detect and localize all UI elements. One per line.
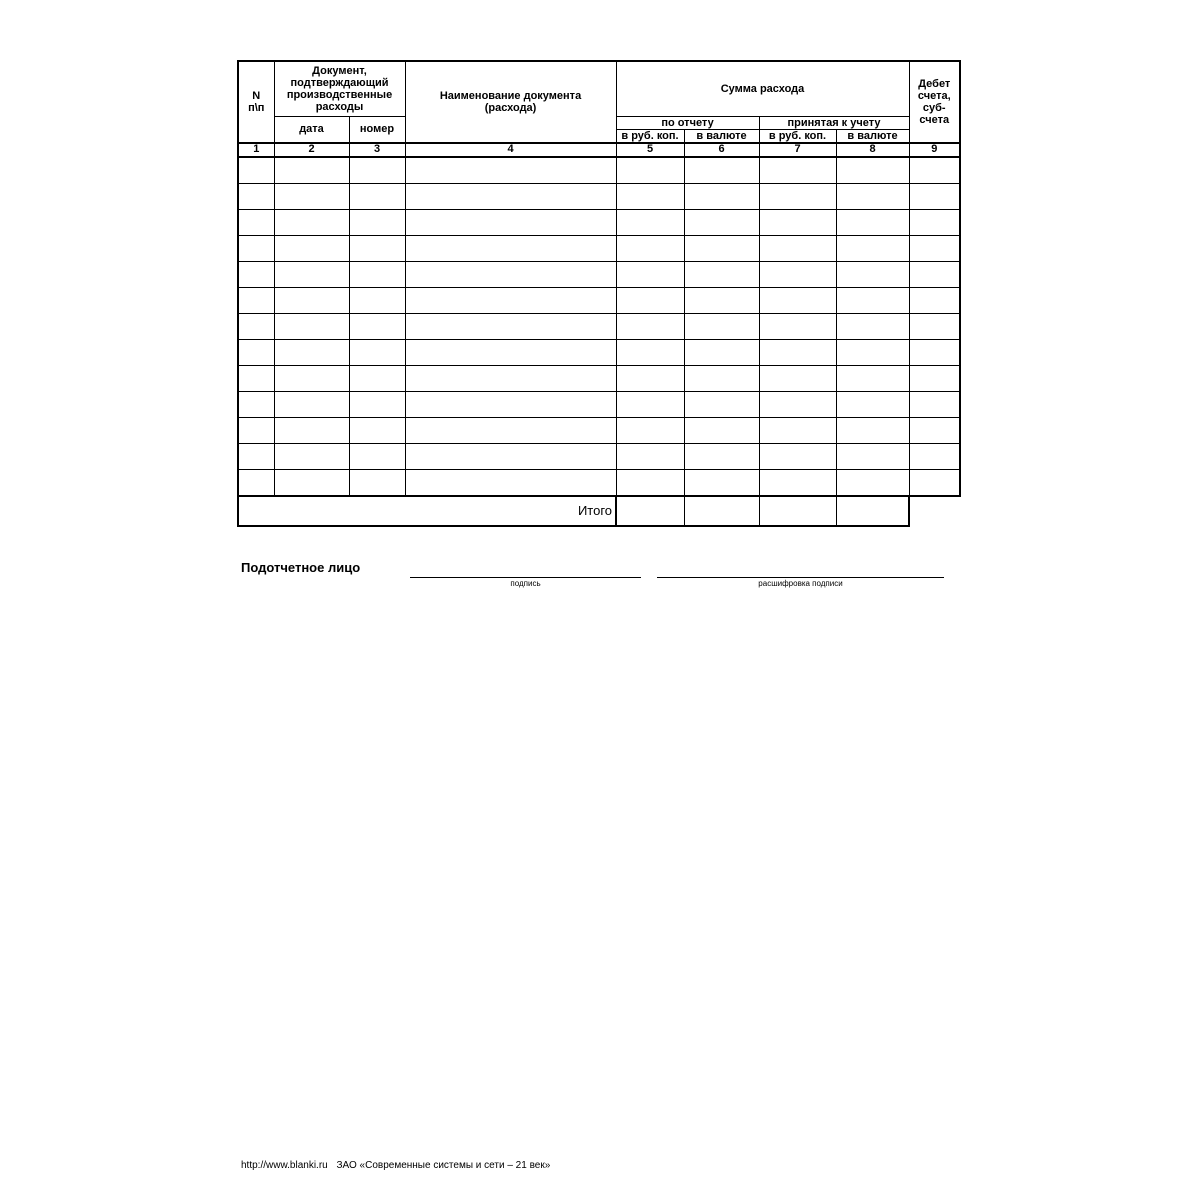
total-empty-corner xyxy=(909,496,960,526)
table-cell[interactable] xyxy=(274,469,349,496)
table-cell[interactable] xyxy=(616,391,684,417)
header-currency-accepted: в валюте xyxy=(836,129,909,143)
table-cell[interactable] xyxy=(349,391,405,417)
table-cell[interactable] xyxy=(836,417,909,443)
column-number: 5 xyxy=(616,143,684,157)
table-cell[interactable] xyxy=(616,157,684,184)
table-cell[interactable] xyxy=(349,235,405,261)
table-cell[interactable] xyxy=(759,469,836,496)
table-cell[interactable] xyxy=(238,157,274,184)
table-cell[interactable] xyxy=(684,313,759,339)
table-row xyxy=(238,183,960,209)
table-cell[interactable] xyxy=(759,417,836,443)
table-cell[interactable] xyxy=(836,261,909,287)
table-cell[interactable] xyxy=(909,443,960,469)
accountable-person-label: Подотчетное лицо xyxy=(241,560,361,575)
table-cell[interactable] xyxy=(238,209,274,235)
table-cell[interactable] xyxy=(759,391,836,417)
table-cell[interactable] xyxy=(274,365,349,391)
total-label: Итого xyxy=(238,496,616,526)
table-cell[interactable] xyxy=(759,443,836,469)
table-cell[interactable] xyxy=(616,183,684,209)
table-cell[interactable] xyxy=(616,443,684,469)
table-cell[interactable] xyxy=(836,365,909,391)
table-row xyxy=(238,313,960,339)
table-cell[interactable] xyxy=(349,183,405,209)
table-cell[interactable] xyxy=(684,209,759,235)
table-cell[interactable] xyxy=(349,209,405,235)
signature-decoding-line[interactable] xyxy=(657,577,944,578)
table-cell[interactable] xyxy=(836,339,909,365)
table-cell[interactable] xyxy=(274,313,349,339)
column-number: 3 xyxy=(349,143,405,157)
header-document-group: Документ, подтверждающий производственные расходы xyxy=(274,61,405,116)
table-cell[interactable] xyxy=(274,287,349,313)
table-cell[interactable] xyxy=(836,209,909,235)
table-cell[interactable] xyxy=(616,365,684,391)
table-cell[interactable] xyxy=(238,469,274,496)
table-cell[interactable] xyxy=(759,339,836,365)
header-num: N п\п xyxy=(238,61,274,143)
table-cell[interactable] xyxy=(238,339,274,365)
table-cell[interactable] xyxy=(349,469,405,496)
total-cell[interactable] xyxy=(616,496,684,526)
data-rows xyxy=(238,157,960,496)
table-cell[interactable] xyxy=(349,417,405,443)
column-number: 9 xyxy=(909,143,960,157)
table-row xyxy=(238,417,960,443)
table-cell[interactable] xyxy=(836,469,909,496)
table-cell[interactable] xyxy=(274,261,349,287)
table-cell[interactable] xyxy=(274,391,349,417)
table-row xyxy=(238,235,960,261)
header-accepted: принятая к учету xyxy=(759,116,909,129)
table-cell[interactable] xyxy=(405,391,616,417)
table-cell[interactable] xyxy=(274,157,349,184)
expense-report-table xyxy=(237,60,961,527)
table-cell[interactable] xyxy=(759,183,836,209)
table-cell[interactable] xyxy=(684,339,759,365)
table-cell[interactable] xyxy=(274,443,349,469)
table-cell[interactable] xyxy=(836,391,909,417)
table-cell[interactable] xyxy=(684,183,759,209)
table-cell[interactable] xyxy=(684,287,759,313)
table-cell[interactable] xyxy=(349,261,405,287)
table-cell[interactable] xyxy=(616,235,684,261)
table-row xyxy=(238,339,960,365)
table-cell[interactable] xyxy=(759,157,836,184)
table-cell[interactable] xyxy=(616,261,684,287)
table-cell[interactable] xyxy=(909,391,960,417)
signature-caption: подпись xyxy=(510,579,541,588)
table-cell[interactable] xyxy=(349,157,405,184)
table-cell[interactable] xyxy=(909,365,960,391)
column-number: 2 xyxy=(274,143,349,157)
table-cell[interactable] xyxy=(909,417,960,443)
header-by-report: по отчету xyxy=(616,116,759,129)
column-number: 7 xyxy=(759,143,836,157)
table-cell[interactable] xyxy=(238,261,274,287)
table-cell[interactable] xyxy=(684,443,759,469)
header-rub-kop-accepted: в руб. коп. xyxy=(759,129,836,143)
table-cell[interactable] xyxy=(836,157,909,184)
column-number-row xyxy=(238,143,960,157)
table-cell[interactable] xyxy=(909,261,960,287)
table-cell[interactable] xyxy=(238,365,274,391)
table-cell[interactable] xyxy=(616,469,684,496)
header-sum-group: Сумма расхода xyxy=(616,61,909,116)
total-cell[interactable] xyxy=(759,496,836,526)
table-cell[interactable] xyxy=(274,183,349,209)
table-cell[interactable] xyxy=(909,469,960,496)
table-cell[interactable] xyxy=(405,365,616,391)
header-document-name: Наименование документа (расхода) xyxy=(405,61,616,143)
table-cell[interactable] xyxy=(759,365,836,391)
table-cell[interactable] xyxy=(836,313,909,339)
table-cell[interactable] xyxy=(684,365,759,391)
table-row xyxy=(238,261,960,287)
header-date: дата xyxy=(274,116,349,143)
column-number: 4 xyxy=(405,143,616,157)
column-number: 1 xyxy=(238,143,274,157)
table-row xyxy=(238,157,960,184)
table-row xyxy=(238,391,960,417)
table-cell[interactable] xyxy=(405,287,616,313)
table-row xyxy=(238,469,960,496)
table-cell[interactable] xyxy=(405,157,616,184)
table-cell[interactable] xyxy=(759,261,836,287)
table-cell[interactable] xyxy=(238,287,274,313)
table-row xyxy=(238,443,960,469)
table-cell[interactable] xyxy=(616,287,684,313)
table-cell[interactable] xyxy=(274,235,349,261)
table-cell[interactable] xyxy=(405,235,616,261)
table-cell[interactable] xyxy=(238,313,274,339)
table-cell[interactable] xyxy=(836,183,909,209)
column-number: 6 xyxy=(684,143,759,157)
signature-block xyxy=(241,558,961,598)
table-cell[interactable] xyxy=(405,261,616,287)
table-cell[interactable] xyxy=(684,157,759,184)
column-number: 8 xyxy=(836,143,909,157)
table-cell[interactable] xyxy=(405,313,616,339)
table-cell[interactable] xyxy=(238,235,274,261)
table-cell[interactable] xyxy=(238,417,274,443)
table-cell[interactable] xyxy=(238,443,274,469)
table-cell[interactable] xyxy=(909,287,960,313)
total-cell[interactable] xyxy=(836,496,909,526)
table-cell[interactable] xyxy=(759,287,836,313)
table-cell[interactable] xyxy=(759,235,836,261)
table-cell[interactable] xyxy=(274,209,349,235)
table-cell[interactable] xyxy=(616,417,684,443)
table-cell[interactable] xyxy=(349,313,405,339)
table-row xyxy=(238,365,960,391)
table-cell[interactable] xyxy=(684,261,759,287)
table-cell[interactable] xyxy=(684,391,759,417)
header-rub-kop-report: в руб. коп. xyxy=(616,129,684,143)
table-cell[interactable] xyxy=(238,391,274,417)
table-cell[interactable] xyxy=(909,235,960,261)
table-cell[interactable] xyxy=(684,469,759,496)
footer-url: http://www.blanki.ru xyxy=(241,1160,328,1171)
table-cell[interactable] xyxy=(836,443,909,469)
table-cell[interactable] xyxy=(616,209,684,235)
table-cell[interactable] xyxy=(616,313,684,339)
table-cell[interactable] xyxy=(836,235,909,261)
table-cell[interactable] xyxy=(274,417,349,443)
table-cell[interactable] xyxy=(684,235,759,261)
table-cell[interactable] xyxy=(405,417,616,443)
table-cell[interactable] xyxy=(909,339,960,365)
table-row xyxy=(238,287,960,313)
table-row xyxy=(238,209,960,235)
table-cell[interactable] xyxy=(238,183,274,209)
table-cell[interactable] xyxy=(759,209,836,235)
header-debit: Дебет счета, суб- счета xyxy=(909,61,960,143)
header-number: номер xyxy=(349,116,405,143)
table-cell[interactable] xyxy=(684,417,759,443)
table-cell[interactable] xyxy=(405,209,616,235)
table-cell[interactable] xyxy=(759,313,836,339)
table-cell[interactable] xyxy=(349,339,405,365)
signature-decoding-caption: расшифровка подписи xyxy=(758,579,843,588)
table-cell[interactable] xyxy=(909,183,960,209)
table-cell[interactable] xyxy=(909,209,960,235)
table-cell[interactable] xyxy=(349,365,405,391)
table-cell[interactable] xyxy=(405,469,616,496)
table-cell[interactable] xyxy=(405,443,616,469)
table-cell[interactable] xyxy=(909,313,960,339)
table-cell[interactable] xyxy=(616,339,684,365)
total-cell[interactable] xyxy=(684,496,759,526)
table-cell[interactable] xyxy=(349,443,405,469)
total-row xyxy=(238,496,960,526)
table-cell[interactable] xyxy=(836,287,909,313)
table-cell[interactable] xyxy=(405,339,616,365)
signature-line[interactable] xyxy=(410,577,641,578)
table-cell[interactable] xyxy=(909,157,960,184)
footer xyxy=(241,1160,556,1171)
table-cell[interactable] xyxy=(405,183,616,209)
table-cell[interactable] xyxy=(274,339,349,365)
header-currency-report: в валюте xyxy=(684,129,759,143)
table-cell[interactable] xyxy=(349,287,405,313)
footer-company: ЗАО «Современные системы и сети – 21 век» xyxy=(336,1160,551,1171)
